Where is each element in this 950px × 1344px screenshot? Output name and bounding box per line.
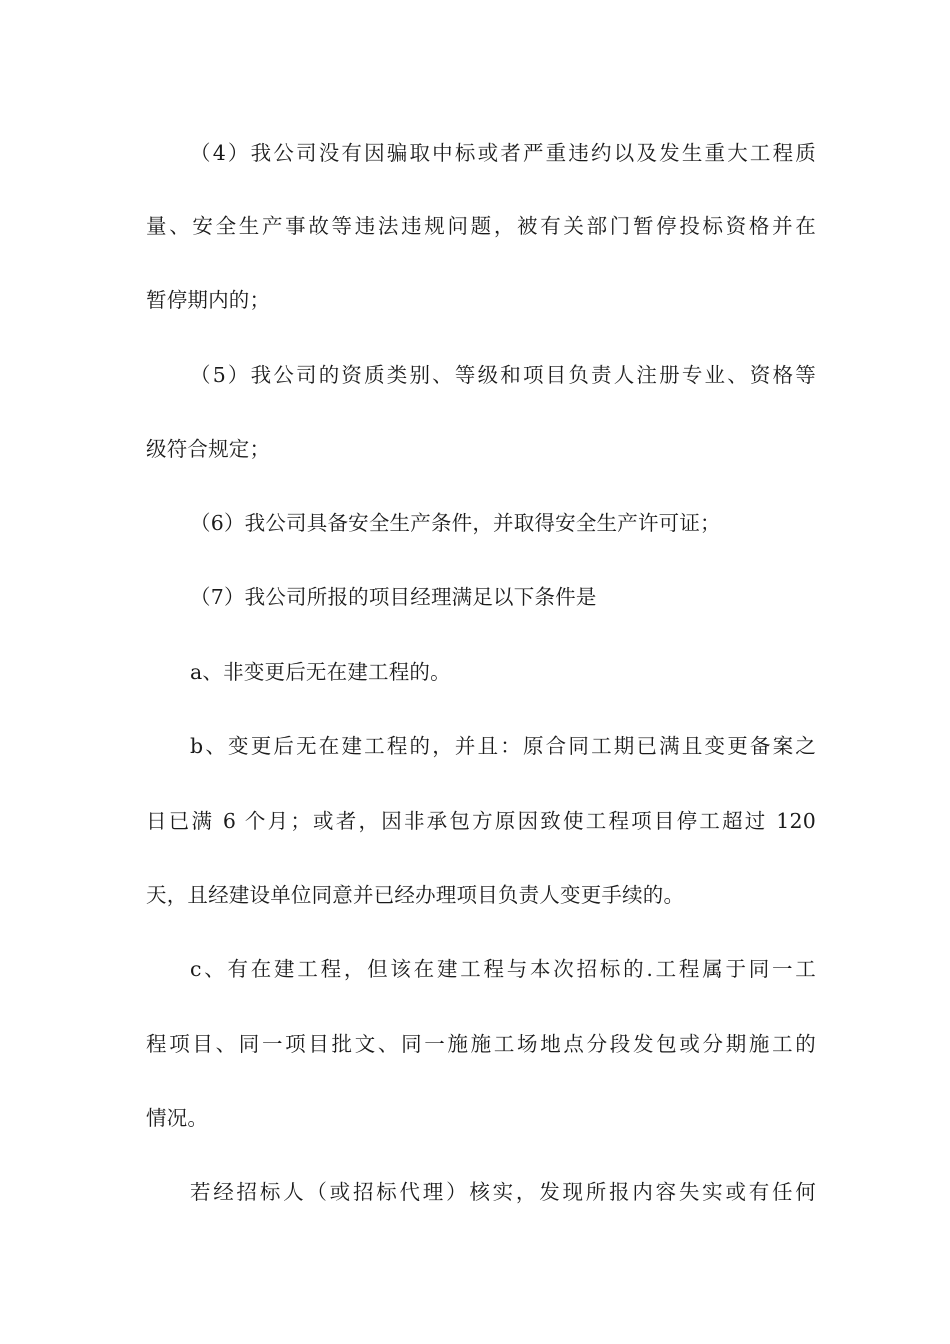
paragraph-5-line-1: （5）我公司的资质类别、等级和项目负责人注册专业、资格等 xyxy=(190,363,816,387)
item-c-line-1: c、有在建工程，但该在建工程与本次招标的.工程属于同一工 xyxy=(190,957,816,981)
item-b-line-2: 日已满 6 个月；或者，因非承包方原因致使工程项目停工超过 120 xyxy=(146,809,816,833)
final-paragraph-line-1: 若经招标人（或招标代理）核实，发现所报内容失实或有任何 xyxy=(190,1180,816,1204)
item-c-line-2: 程项目、同一项目批文、同一施施工场地点分段发包或分期施工的 xyxy=(146,1032,816,1056)
paragraph-4-line-1: （4）我公司没有因骗取中标或者严重违约以及发生重大工程质 xyxy=(190,141,816,165)
paragraph-7: （7）我公司所报的项目经理满足以下条件是 xyxy=(190,585,597,609)
item-b-line-3: 天，且经建设单位同意并已经办理项目负责人变更手续的。 xyxy=(146,883,685,907)
item-a: a、非变更后无在建工程的。 xyxy=(190,660,451,684)
paragraph-4-line-3: 暂停期内的； xyxy=(146,288,271,312)
item-c-line-3: 情况。 xyxy=(146,1106,209,1130)
paragraph-6: （6）我公司具备安全生产条件，并取得安全生产许可证； xyxy=(190,511,721,535)
item-b-line-1: b、变更后无在建工程的，并且：原合同工期已满且变更备案之 xyxy=(190,734,816,758)
paragraph-5-line-2: 级符合规定； xyxy=(146,437,271,461)
paragraph-4-line-2: 量、安全生产事故等违法违规问题，被有关部门暂停投标资格并在 xyxy=(146,214,816,238)
